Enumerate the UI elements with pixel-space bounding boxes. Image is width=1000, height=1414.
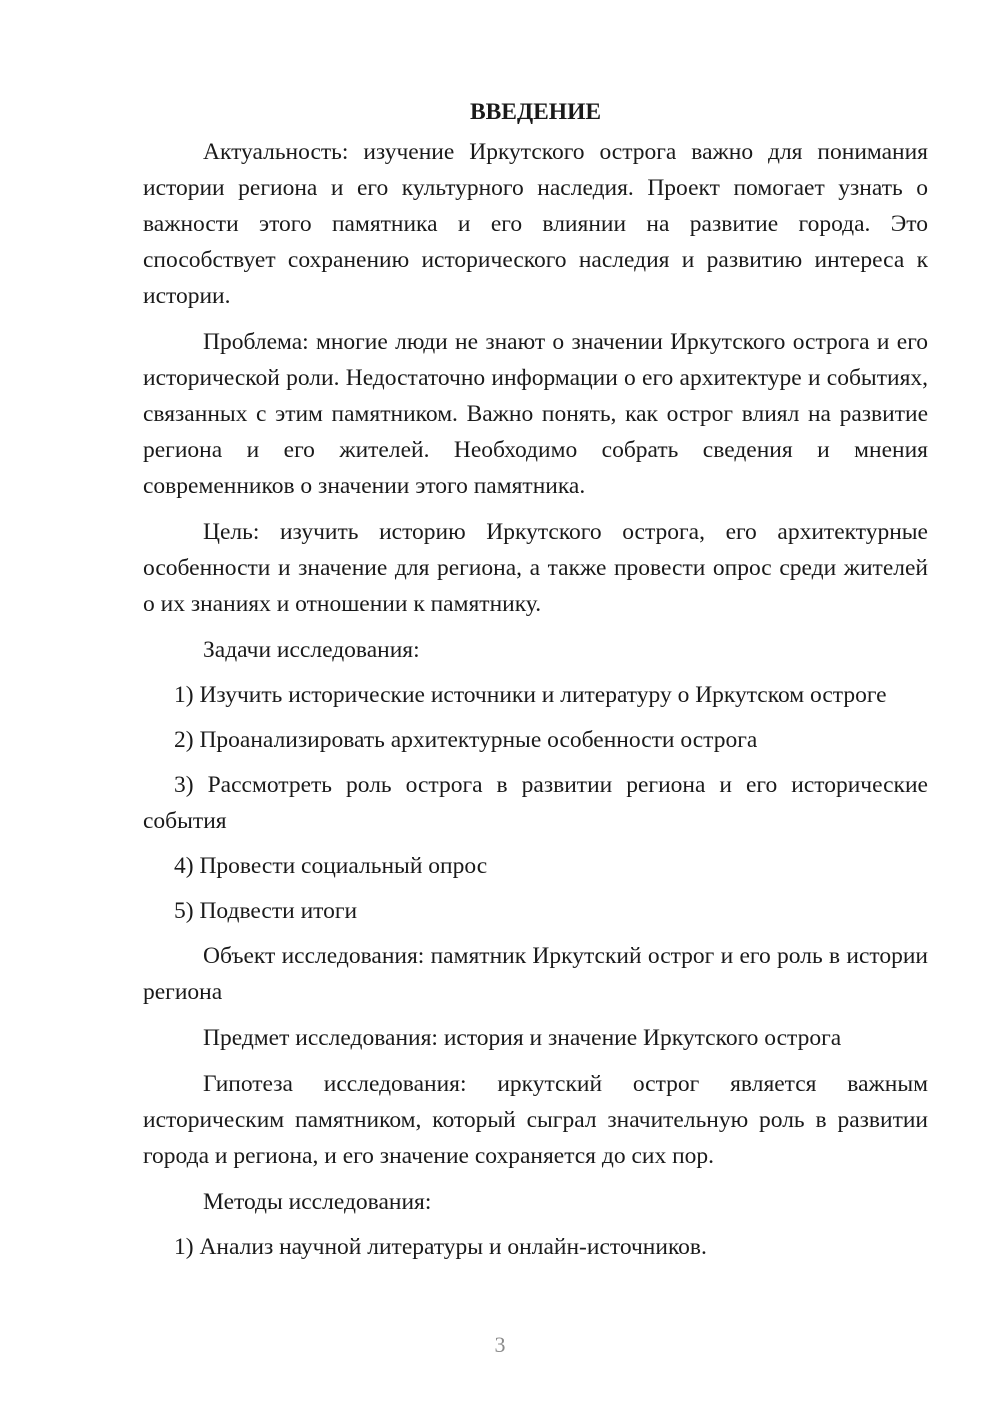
paragraph-subject: Предмет исследования: история и значение Иркутского острога [203, 1025, 842, 1051]
paragraph-problem: Проблема: многие люди не знают о значении Иркутского острога и его исторической роли. Недостаточно информации о его архитектуре и событиях, связанных с этим памятником. Важно понять, как острог влиял на развитие региона и его жителей. Необходимо собрать сведения и мнения современников о значении этого памятника. [143, 329, 928, 499]
section-title: ВВЕДЕНИЕ [469, 99, 602, 125]
paragraph-object: Объект исследования: памятник Иркутский острог и его роль в истории региона [143, 943, 928, 1005]
paragraph-relevance: Актуальность: изучение Иркутского острога важно для понимания истории региона и его культурного наследия. Проект помогает узнать о важности этого памятника и его влиянии на развитие города. Это способствует сохранению исторического наследия и развитию интереса к истории. [143, 139, 928, 309]
page-number: 3 [494, 1332, 506, 1357]
paragraph-hypothesis: Гипотеза исследования: иркутский острог является важным историческим памятником, который сыграл значительную роль в развитии города и региона, и его значение сохраняется до сих пор. [143, 1071, 928, 1169]
document-body [143, 96, 928, 1274]
paragraph-methods-heading: Методы исследования: [203, 1189, 432, 1215]
task-item: 3) Рассмотреть роль острога в развитии региона и его исторические события [143, 772, 928, 834]
method-item: 1) Анализ научной литературы и онлайн-источников. [174, 1234, 707, 1260]
task-item: 1) Изучить исторические источники и литературу о Иркутском остроге [174, 682, 887, 708]
task-item: 5) Подвести итоги [174, 898, 358, 924]
task-item: 2) Проанализировать архитектурные особенности острога [174, 727, 758, 753]
paragraph-tasks-heading: Задачи исследования: [203, 637, 420, 663]
paragraph-goal: Цель: изучить историю Иркутского острога, его архитектурные особенности и значение для региона, а также провести опрос среди жителей о их знаниях и отношении к памятнику. [143, 519, 928, 617]
task-item: 4) Провести социальный опрос [174, 853, 488, 879]
